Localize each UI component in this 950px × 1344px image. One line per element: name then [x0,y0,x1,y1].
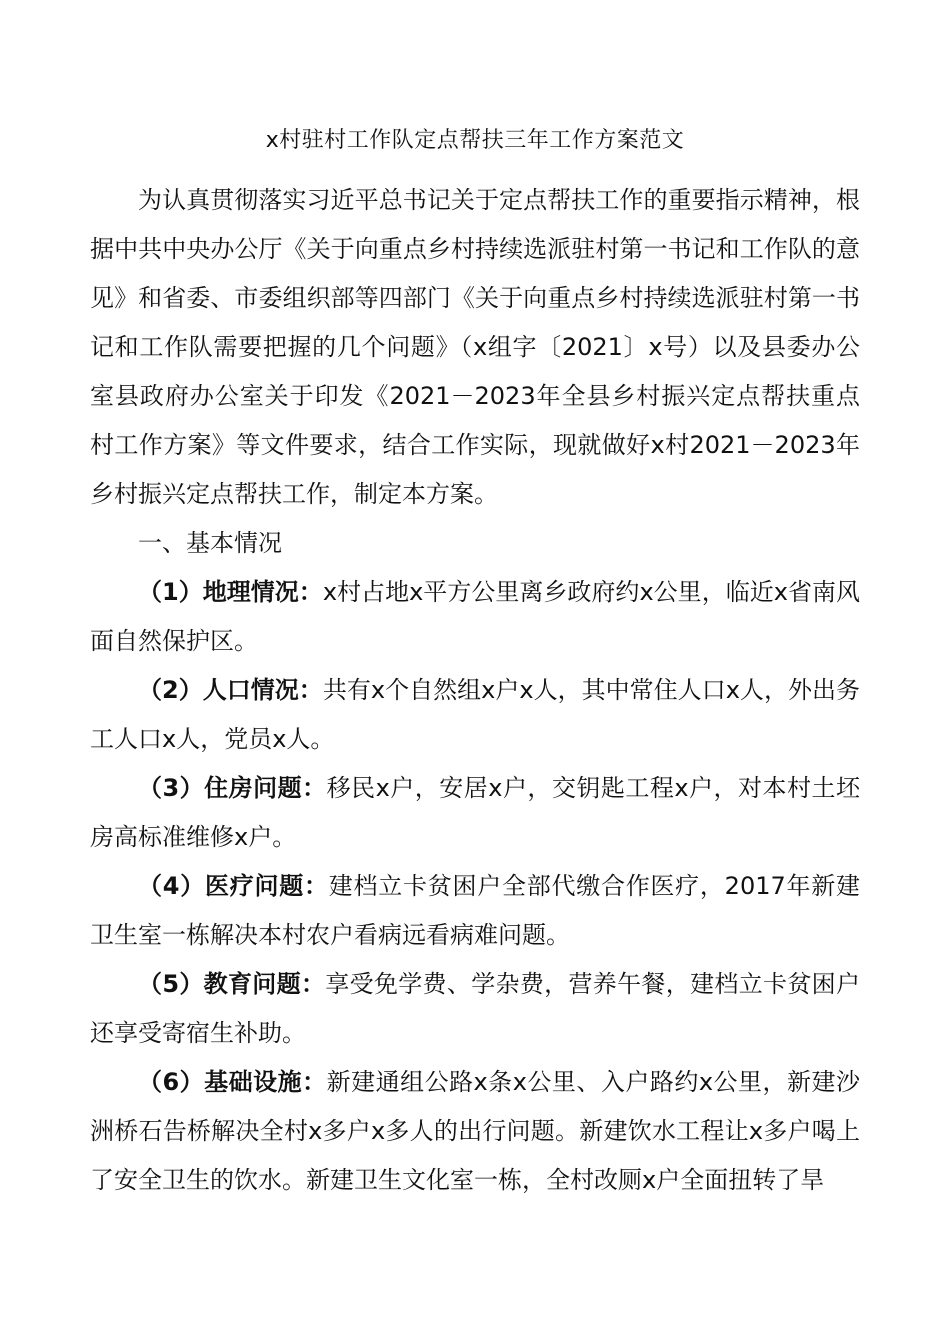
item-text: 享受免学费、学杂费，营养午餐，建档立卡贫困户还享受寄宿生补助。 [90,970,860,1047]
item-medical [90,862,860,960]
item-infrastructure [90,1058,860,1205]
intro-paragraph: 为认真贯彻落实习近平总书记关于定点帮扶工作的重要指示精神，根据中共中央办公厅《关于向重点乡村持续选派驻村第一书记和工作队的意见》和省委、市委组织部等四部门《关于向重点乡村持续选派驻村第一书记和工作队需要把握的几个问题》（x组字〔2021〕x号）以及县委办公室县政府办公室关于印发《2021－2023年全县乡村振兴定点帮扶重点村工作方案》等文件要求，结合工作实际，现就做好x村2021－2023年乡村振兴定点帮扶工作，制定本方案。 [90,186,860,508]
document-title: x村驻村工作队定点帮扶三年工作方案范文 [265,128,685,153]
item-label: （5）教育问题： [138,970,326,998]
item-label: （4）医疗问题： [138,872,329,900]
item-population [90,666,860,764]
item-label: （1）地理情况： [138,578,323,606]
item-text: 移民x户，安居x户，交钥匙工程x户，对本村土坯房高标准维修x户。 [90,774,861,851]
item-text: x村占地x平方公里离乡政府约x公里，临近x省南风面自然保护区。 [90,578,860,655]
section-heading: 一、基本情况 [138,529,282,557]
item-text: 新建通组公路x条x公里、入户路约x公里，新建沙洲桥石告桥解决全村x多户x多人的出行问题。新建饮水工程让x多户喝上了安全卫生的饮水。新建卫生文化室一栋，全村改厕x户全面扭转了旱 [90,1068,861,1194]
item-text: 共有x个自然组x户x人，其中常住人口x人，外出务工人口x人，党员x人。 [90,676,860,753]
item-geography [90,568,860,666]
item-label: （3）住房问题： [138,774,327,802]
item-label: （2）人口情况： [138,676,323,704]
item-label: （6）基础设施： [138,1068,327,1096]
item-education [90,960,860,1058]
item-text: 建档立卡贫困户全部代缴合作医疗，2017年新建卫生室一栋解决本村农户看病远看病难问题。 [90,872,861,949]
item-housing [90,764,860,862]
document-body [90,176,860,1205]
